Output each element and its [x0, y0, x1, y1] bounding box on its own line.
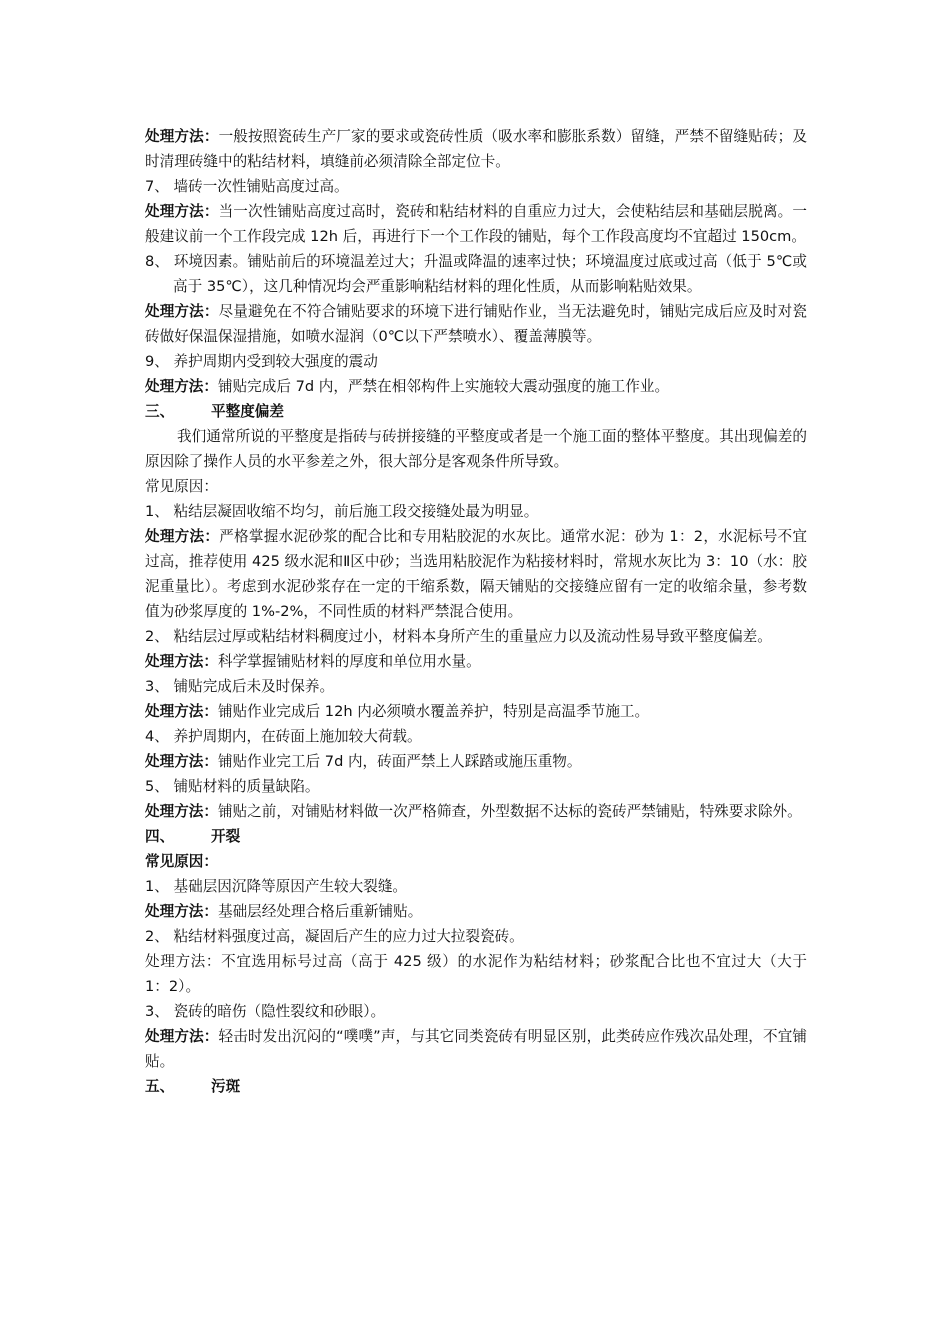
cause-item: 1、 粘结层凝固收缩不均匀，前后施工段交接缝处最为明显。 [145, 503, 539, 520]
method-label: 处理方法： [145, 803, 218, 820]
method-label: 处理方法： [145, 203, 219, 220]
body-paragraph: 我们通常所说的平整度是指砖与砖拼接缝的平整度或者是一个施工面的整体平整度。其出现偏差的原因除了操作人员的水平参差之外，很大部分是客观条件所导致。 [145, 428, 807, 470]
section-heading [145, 399, 807, 424]
method-paragraph [145, 749, 807, 774]
cause-item: 4、 养护周期内，在砖面上施加较大荷载。 [145, 728, 422, 745]
cause-item: 2、 粘结层过厚或粘结材料稠度过小，材料本身所产生的重量应力以及流动性易导致平整度偏差。 [145, 628, 772, 645]
method-text: 铺贴作业完工后 7d 内，砖面严禁上人踩踏或施压重物。 [217, 753, 582, 770]
method-paragraph [145, 699, 807, 724]
method-text: 铺贴作业完成后 12h 内必须喷水覆盖养护，特别是高温季节施工。 [217, 703, 650, 720]
method-label: 处理方法： [145, 903, 218, 920]
method-paragraph [145, 299, 807, 349]
method-label: 处理方法： [145, 753, 218, 770]
method-paragraph [145, 799, 807, 824]
method-text: 铺贴完成后 7d 内，严禁在相邻构件上实施较大震动强度的施工作业。 [217, 378, 670, 395]
cause-item: 7、 墙砖一次性铺贴高度过高。 [145, 178, 349, 195]
method-text: 严格掌握水泥砂浆的配合比和专用粘胶泥的水灰比。通常水泥：砂为 1：2，水泥标号不宜过高，推荐使用 425 级水泥和Ⅱ区中砂；当选用粘胶泥作为粘接材料时，常规水灰比为 3：10（水：胶泥重量比）。考虑到水泥砂浆存在一定的干缩系数，隔天铺贴的交接缝应留有一定的收缩余量，参考数值为砂浆厚度的 1%-2%，不同性质的材料严禁混合使用。 [145, 528, 807, 620]
method-paragraph [145, 374, 807, 399]
section-title: 污斑 [211, 1078, 241, 1095]
section-heading [145, 1074, 807, 1099]
cause-item: 2、 粘结材料强度过高，凝固后产生的应力过大拉裂瓷砖。 [145, 928, 524, 945]
bold-line: 常见原因： [145, 853, 218, 870]
section-number: 五、 [145, 1078, 175, 1095]
cause-item: 5、 铺贴材料的质量缺陷。 [145, 778, 320, 795]
section-title: 平整度偏差 [211, 403, 284, 420]
cause-item: 3、 瓷砖的暗伤（隐性裂纹和砂眼）。 [145, 1003, 386, 1020]
method-label: 处理方法： [145, 1028, 219, 1045]
section-title: 开裂 [211, 828, 241, 845]
method-text: 当一次性铺贴高度过高时，瓷砖和粘结材料的自重应力过大，会使粘结层和基础层脱离。一般建议前一个工作段完成 12h 后，再进行下一个工作段的铺贴，每个工作段高度均不宜超过 150cm。 [145, 203, 807, 245]
method-label: 处理方法： [145, 528, 220, 545]
cause-item: 8、 环境因素。铺贴前后的环境温差过大；升温或降温的速率过快；环境温度过底或过高（低于 5℃或高于 35℃），这几种情况均会严重影响粘结材料的理化性质，从而影响粘贴效果。 [145, 253, 807, 295]
section-number: 四、 [145, 828, 175, 845]
method-text: 尽量避免在不符合铺贴要求的环境下进行铺贴作业，当无法避免时，铺贴完成后应及时对瓷砖做好保温保湿措施，如喷水湿润（0℃以下严禁喷水）、覆盖薄膜等。 [145, 303, 807, 345]
method-label: 处理方法： [145, 128, 219, 145]
document-body [145, 124, 807, 1099]
method-text: 基础层经处理合格后重新铺贴。 [217, 903, 423, 920]
method-text: 科学掌握铺贴材料的厚度和单位用水量。 [217, 653, 481, 670]
method-label: 处理方法： [145, 378, 218, 395]
method-paragraph [145, 124, 807, 174]
method-paragraph [145, 199, 807, 249]
method-label: 处理方法： [145, 303, 219, 320]
cause-item: 3、 铺贴完成后未及时保养。 [145, 678, 335, 695]
method-text: 铺贴之前，对铺贴材料做一次严格筛查，外型数据不达标的瓷砖严禁铺贴，特殊要求除外。 [217, 803, 802, 820]
section-heading [145, 824, 807, 849]
method-label: 处理方法： [145, 653, 218, 670]
plain-line: 常见原因： [145, 478, 218, 495]
cause-item: 9、 养护周期内受到较大强度的震动 [145, 353, 378, 370]
section-number: 三、 [145, 403, 175, 420]
method-text: 一般按照瓷砖生产厂家的要求或瓷砖性质（吸水率和膨胀系数）留缝，严禁不留缝贴砖；及时清理砖缝中的粘结材料，填缝前必须清除全部定位卡。 [145, 128, 807, 170]
method-paragraph [145, 649, 807, 674]
method-text: 轻击时发出沉闷的“噗噗”声，与其它同类瓷砖有明显区别，此类砖应作残次品处理，不宜铺贴。 [145, 1028, 807, 1070]
plain-line: 处理方法：不宜选用标号过高（高于 425 级）的水泥作为粘结材料；砂浆配合比也不宜过大（大于 1：2）。 [145, 953, 807, 995]
method-paragraph [145, 899, 807, 924]
method-paragraph [145, 1024, 807, 1074]
method-paragraph [145, 524, 807, 624]
cause-item: 1、 基础层因沉降等原因产生较大裂缝。 [145, 878, 408, 895]
method-label: 处理方法： [145, 703, 218, 720]
